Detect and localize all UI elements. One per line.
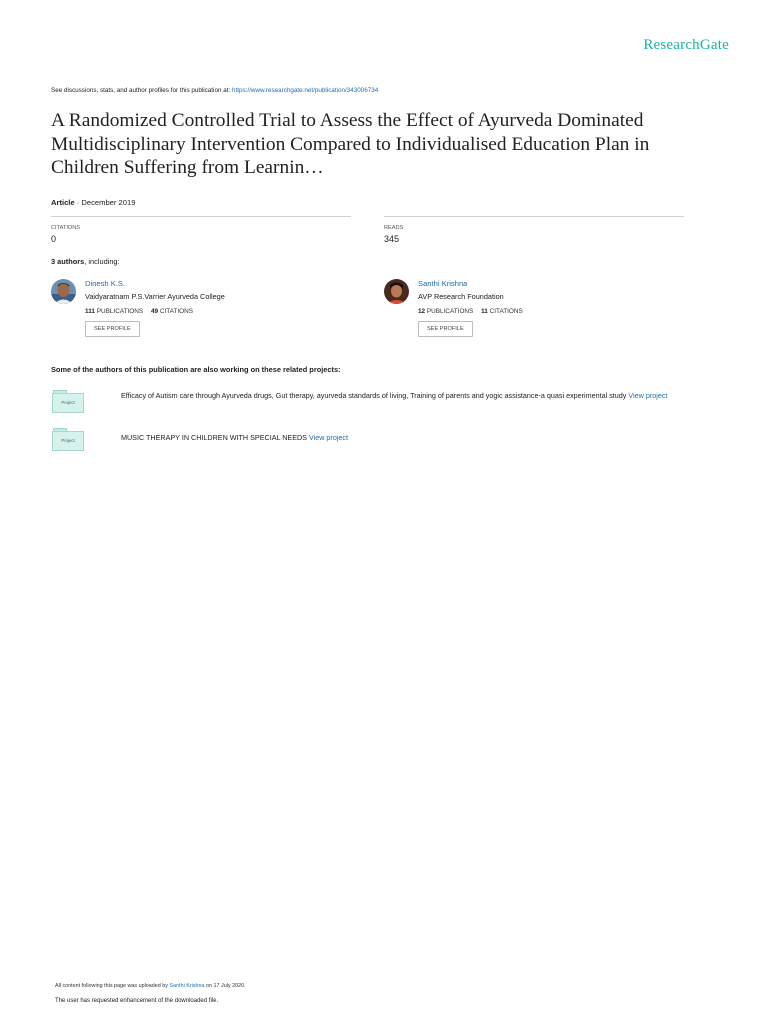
project-folder-icon[interactable] [52, 390, 84, 412]
author-stats [418, 308, 678, 315]
publications-count: 12 [418, 308, 426, 315]
publications-count: 111 [85, 308, 95, 315]
citations-count: 11 [481, 308, 488, 315]
publication-type: Article [51, 198, 75, 207]
citations-stat [51, 216, 351, 244]
author-avatar[interactable] [51, 279, 76, 304]
upload-suffix: on 17 July 2020. [204, 983, 246, 989]
project-text: Efficacy of Autism care through Ayurveda drugs, Gut therapy, ayurveda standards of living, Training of parents and yogic assistance-a quasi experimental study [121, 391, 629, 400]
reads-value: 345 [384, 234, 400, 244]
project-description [121, 390, 711, 402]
publications-label: PUBLICATIONS [96, 308, 144, 315]
publication-date: · December 2019 [74, 198, 136, 207]
author-avatar[interactable] [384, 279, 409, 304]
citations-count: 49 [150, 308, 159, 315]
project-text: MUSIC THERAPY IN CHILDREN WITH SPECIAL NEEDS [121, 433, 309, 442]
researchgate-logo[interactable]: ResearchGate [643, 37, 729, 53]
publication-title: A Randomized Controlled Trial to Assess the Effect of Ayurveda Dominated Multidisciplinary Intervention Compared to Individualised Education Plan in Children Suffering from Learnin… [51, 110, 650, 178]
author-name-link[interactable]: Santhi Krishna [418, 279, 468, 288]
divider [51, 216, 351, 217]
project-description [121, 432, 711, 444]
source-line [51, 87, 378, 94]
enhancement-note: The user has requested enhancement of the downloaded file. [55, 998, 219, 1004]
publications-label: PUBLICATIONS [426, 308, 474, 315]
reads-label: READS [384, 225, 404, 231]
avatar-photo-icon [51, 279, 76, 304]
citations-value: 0 [51, 234, 57, 244]
author-stats [85, 308, 345, 315]
avatar-photo-icon [384, 279, 409, 304]
see-profile-button[interactable]: SEE PROFILE [85, 321, 140, 337]
project-icon-label: Project [52, 431, 84, 451]
view-project-link[interactable]: View project [628, 391, 668, 400]
authors-heading-suffix: , including: [84, 257, 120, 266]
uploader-link[interactable]: Santhi Krishna [169, 983, 205, 989]
author-institution: Vaidyaratnam P.S.Varrier Ayurveda College [85, 292, 225, 301]
source-line-prefix: See discussions, stats, and author profiles for this publication at: [51, 87, 232, 94]
citations-label: CITATIONS [159, 308, 193, 315]
divider [384, 216, 684, 217]
publication-url-link[interactable]: https://www.researchgate.net/publication/343006734 [231, 87, 379, 94]
project-folder-icon[interactable] [52, 428, 84, 450]
view-project-link[interactable]: View project [308, 433, 349, 442]
authors-heading [51, 257, 120, 266]
author-name-link[interactable]: Dinesh K.S. [85, 279, 126, 288]
citations-label: CITATIONS [51, 225, 81, 231]
upload-prefix: All content following this page was uploaded by [55, 983, 170, 989]
project-icon-label: Project [52, 393, 84, 413]
reads-stat [384, 216, 684, 244]
authors-count: 3 authors [51, 257, 85, 266]
citations-label: CITATIONS [489, 308, 523, 315]
publication-meta [51, 198, 135, 207]
upload-info [55, 983, 246, 989]
see-profile-button[interactable]: SEE PROFILE [418, 321, 473, 337]
related-projects-heading: Some of the authors of this publication are also working on these related projects: [51, 365, 341, 374]
author-institution: AVP Research Foundation [418, 292, 504, 301]
